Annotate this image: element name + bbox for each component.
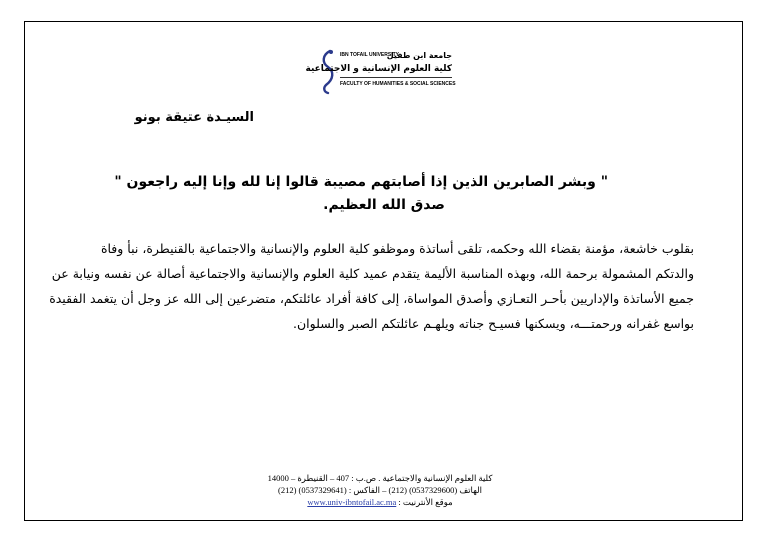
logo-english-university: IBN TOFAIL UNIVERSITY	[340, 52, 399, 58]
logo-english-faculty: FACULTY OF HUMANITIES & SOCIAL SCIENCES	[340, 81, 456, 87]
condolence-paragraph	[49, 236, 694, 336]
verse-closing: صدق الله العظيم.	[323, 197, 445, 213]
paragraph-line: بقلوب خاشعة، مؤمنة بقضاء الله وحكمه، تلقى أساتذة وموظفو كلية العلوم والإنسانية والاجتماعية بالقنيطرة، نبأ وفاة	[100, 241, 694, 256]
paragraph-line: جميع الأساتذة والإداريين بأحـر التعـازي وأصدق المواساة، إلى كافة أفراد عائلتكم، متضرعين إلى الله عز وجل أن يتغمد الفقيدة	[49, 291, 694, 306]
footer-website-link[interactable]: www.univ-ibntofail.ac.ma	[307, 497, 397, 507]
logo-divider	[340, 77, 452, 78]
footer-contact	[230, 472, 530, 508]
paragraph-line: بواسع غفرانه ورحمتـــه، ويسكنها فسيـح جناته ويلهـم عائلتكم الصبر والسلوان.	[292, 316, 694, 331]
quran-verse: " وبشر الصابرين الذين إذا أصابتهم مصيبة قالوا إنا لله وإنا إليه راجعون "	[114, 174, 608, 190]
university-logo	[305, 47, 456, 95]
logo-arabic-university: جامعة ابن طفيل	[386, 51, 452, 60]
footer-address: كلية العلوم الإنسانية والاجتماعية . ص.ب : 407 – القنيطرة – 14000	[267, 473, 493, 483]
footer-website-row	[230, 496, 530, 508]
paragraph-line: والدتكم المشمولة برحمة الله، وبهذه المناسبة الأليمة يتقدم عميد كلية العلوم والإنسانية والاجتماعية أصالة عن نفسه ونيابة عن	[51, 266, 694, 281]
logo-arabic-faculty: كلية العلوم الإنسانية و الاجتماعية	[305, 64, 452, 74]
recipient-name: السيـدة عتيقة بونو	[134, 110, 254, 125]
footer-phone: الهاتف (0537329600) (212) – الفاكس : (0537329641) (212)	[277, 485, 483, 495]
footer-website-label: موقع الأنترنيت :	[398, 497, 453, 507]
